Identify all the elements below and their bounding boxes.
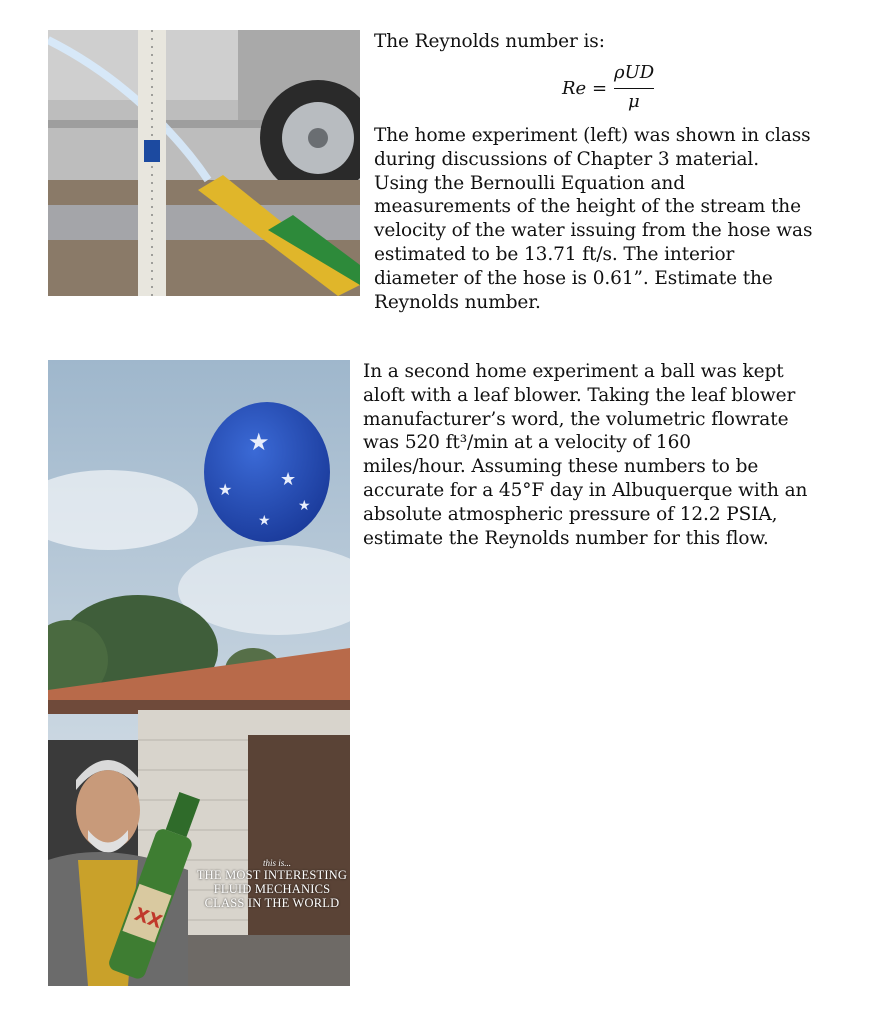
text-line: was 520 ft³/min at a velocity of 160	[363, 432, 691, 454]
meme-caption-line: CLASS IN THE WORLD	[204, 896, 340, 910]
meme-caption-intro: this is...	[262, 858, 291, 868]
svg-text:★: ★	[280, 469, 297, 490]
text-line: accurate for a 45°F day in Albuquerque with an	[363, 479, 808, 501]
text-line: miles/hour. Assuming these numbers to be	[363, 456, 759, 478]
svg-text:★: ★	[248, 428, 270, 456]
svg-text:★: ★	[258, 513, 271, 529]
reynolds-formula	[562, 62, 662, 116]
text-line: manufacturer’s word, the volumetric flowrate	[363, 408, 789, 430]
hose-experiment-photo	[48, 30, 360, 296]
text-line: measurements of the height of the stream the	[374, 196, 801, 218]
text-line: In a second home experiment a ball was kept	[363, 361, 784, 382]
meme-caption	[196, 858, 348, 910]
svg-text:★: ★	[218, 480, 233, 499]
text-line: estimated to be 13.71 ft/s. The interior	[374, 243, 735, 265]
leaf-blower-photo	[48, 360, 350, 986]
text-line: The home experiment (left) was shown in class	[374, 125, 811, 146]
formula-denominator: μ	[628, 91, 640, 112]
text-line: diameter of the hose is 0.61”. Estimate the	[374, 267, 773, 289]
formula-lhs: Re	[562, 78, 587, 99]
hose-experiment-illustration	[48, 30, 360, 296]
formula-equals: =	[592, 78, 608, 99]
text-line: Reynolds number.	[374, 291, 541, 313]
text-line: Using the Bernoulli Equation and	[374, 172, 685, 194]
text-line: absolute atmospheric pressure of 12.2 PSIA,	[363, 503, 778, 525]
leaf-blower-problem-text	[363, 360, 807, 550]
reynolds-intro: The Reynolds number is:	[374, 31, 605, 52]
meme-caption-line: FLUID MECHANICS	[213, 882, 331, 896]
text-line: velocity of the water issuing from the hose was	[374, 220, 813, 242]
formula-fraction-bar	[614, 88, 654, 89]
text-line: aloft with a leaf blower. Taking the leaf blower	[363, 384, 796, 406]
text-line: estimate the Reynolds number for this flow.	[363, 527, 769, 549]
svg-text:★: ★	[298, 498, 311, 514]
meme-caption-line: THE MOST INTERESTING	[196, 868, 348, 882]
svg-text:XX: XX	[131, 903, 165, 934]
formula-numerator: ρUD	[614, 62, 655, 83]
text-line: during discussions of Chapter 3 material.	[374, 148, 760, 170]
hose-problem-text	[374, 124, 812, 314]
